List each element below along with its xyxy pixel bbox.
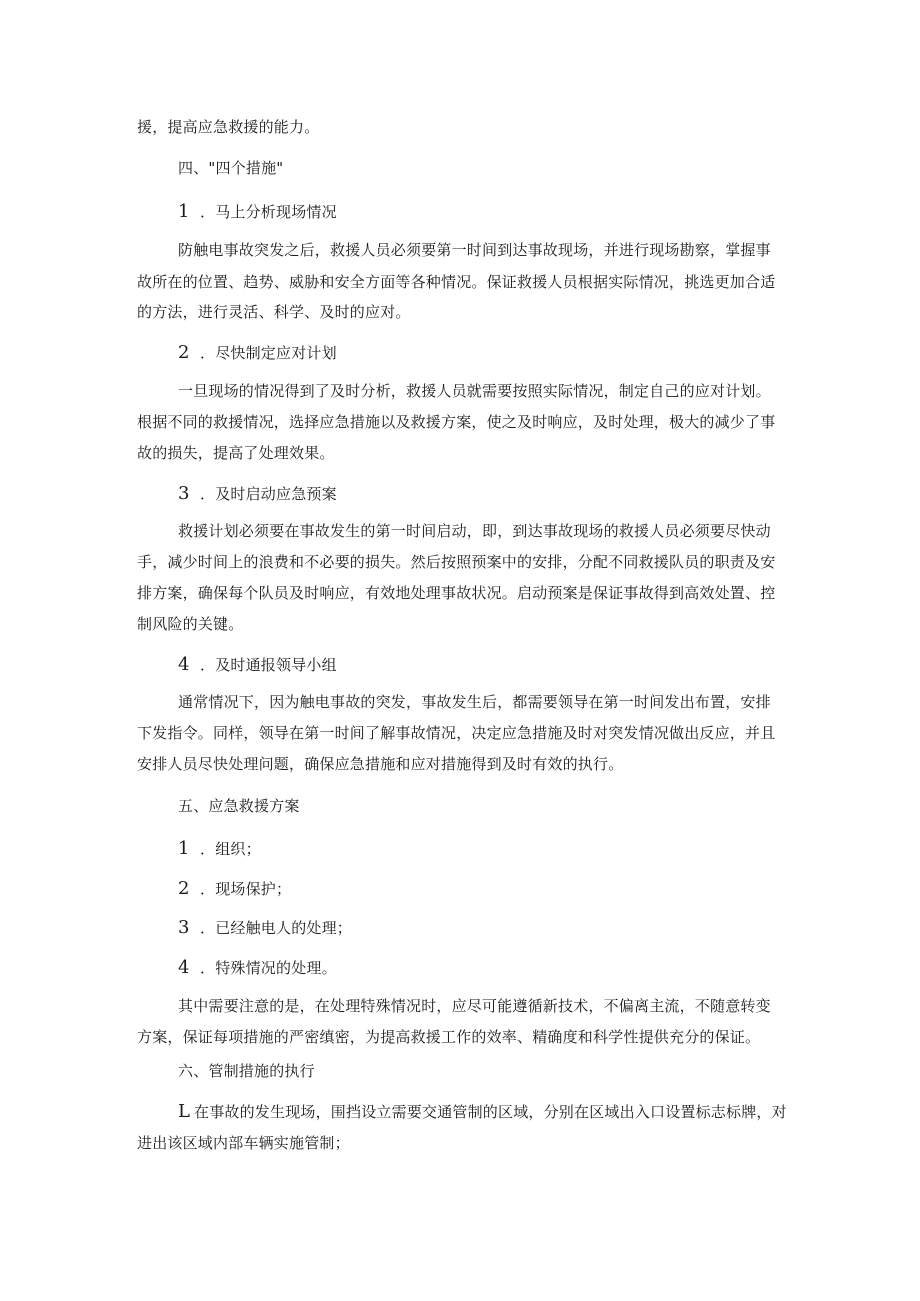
list-item-text: ．特殊情况的处理。: [200, 959, 337, 977]
text-line: [137, 1133, 350, 1153]
line-text: 救援计划必须要在事故发生的第一时间启动，即，到达事故现场的救援人员必须要尽快动: [178, 522, 771, 540]
text-line: [137, 272, 775, 292]
list-item-2: [178, 879, 291, 899]
subheading-text: ．尽快制定应对计划: [200, 344, 337, 362]
text-line: [137, 1027, 760, 1047]
list-number: 4: [178, 957, 190, 978]
text-line: [178, 521, 771, 541]
list-number: 2: [178, 878, 190, 899]
line-text: 其中需要注意的是，在处理特殊情况时，应尽可能遵循新技术，不偏离主流，不随意转变: [178, 997, 771, 1015]
text-line: [137, 302, 411, 322]
line-text: 根据不同的救援情况，选择应急措施以及救援方案，使之及时响应，及时处理，极大的减少了事: [137, 413, 776, 431]
text-line: [178, 381, 771, 401]
list-item-3: [178, 918, 352, 938]
list-number: 4: [178, 654, 190, 675]
text-line: [137, 614, 243, 634]
list-item-text: ．已经触电人的处理；: [200, 919, 353, 937]
paragraph-continuation: [137, 117, 319, 137]
heading-text: 五、应急救援方案: [178, 797, 300, 815]
line-text: 的方法，进行灵活、科学、及时的应对。: [137, 303, 411, 321]
subheading-3: [178, 484, 337, 504]
line-text: 制风险的关键。: [137, 615, 244, 633]
line-text: 防触电事故突发之后，救援人员必须要第一时间到达事故现场，并进行现场勘察，掌握事: [178, 241, 771, 259]
list-item-1: [178, 839, 261, 859]
list-number: L: [178, 1101, 191, 1122]
text-line: [178, 996, 771, 1016]
line-text: 通常情况下，因为触电事故的突发，事故发生后，都需要领导在第一时间发出布置，安排: [178, 693, 771, 711]
text-line: [137, 412, 775, 432]
subheading-2: [178, 343, 337, 363]
list-number: 2: [178, 342, 190, 363]
heading-text: 四、"四个措施": [178, 159, 284, 177]
line-text: 下发指令。同样，领导在第一时间了解事故情况，决定应急措施及时对突发情况做出反应，并且: [137, 724, 776, 742]
subheading-text: ．及时启动应急预案: [200, 485, 337, 503]
list-item-text: ．组织；: [200, 840, 261, 858]
list-number: 3: [178, 917, 190, 938]
subheading-1: [178, 202, 337, 222]
line-text: 手，减少时间上的浪费和不必要的损失。然后按照预案中的安排，分配不同救援队员的职责及安: [137, 553, 776, 571]
line-text: 排方案，确保每个队员及时响应，有效地处理事故状况。启动预案是保证事故得到高效处置、控: [137, 584, 776, 602]
section-heading-control-measures: [178, 1061, 315, 1081]
list-number: 1: [178, 838, 190, 859]
text-line: [178, 240, 771, 260]
text-line: [137, 754, 623, 774]
list-number: 3: [178, 483, 190, 504]
subheading-4: [178, 655, 337, 675]
text-line: [137, 583, 775, 603]
text-line: [178, 692, 771, 712]
list-item-4: [178, 958, 337, 978]
line-text: 安排人员尽快处理问题，确保应急措施和应对措施得到及时有效的执行。: [137, 755, 624, 773]
control-item-1: [178, 1102, 787, 1122]
line-text: 一旦现场的情况得到了及时分析，救援人员就需要按照实际情况，制定自己的应对计划。: [178, 382, 771, 400]
line-text: 方案，保证每项措施的严密缜密，为提高救援工作的效率、精确度和科学性提供充分的保证。: [137, 1028, 761, 1046]
line-text: 进出该区域内部车辆实施管制；: [137, 1134, 350, 1152]
line-text: 在事故的发生现场，围挡设立需要交通管制的区域，分别在区域出入口设置标志标牌，对: [194, 1103, 787, 1121]
section-heading-four-measures: [178, 158, 283, 178]
text-line: [137, 443, 335, 463]
line-text: 故所在的位置、趋势、威胁和安全方面等各种情况。保证救援人员根据实际情况，挑选更加合适: [137, 273, 776, 291]
subheading-text: ．及时通报领导小组: [200, 656, 337, 674]
subheading-text: ．马上分析现场情况: [200, 203, 337, 221]
text-line: [137, 552, 775, 572]
section-heading-emergency-plan: [178, 796, 300, 816]
heading-text: 六、管制措施的执行: [178, 1062, 315, 1080]
list-number: 1: [178, 201, 190, 222]
text-line: 援，提高应急救援的能力。: [137, 118, 320, 136]
list-item-text: ．现场保护；: [200, 880, 292, 898]
line-text: 故的损失，提高了处理效果。: [137, 444, 335, 462]
text-line: [137, 723, 775, 743]
